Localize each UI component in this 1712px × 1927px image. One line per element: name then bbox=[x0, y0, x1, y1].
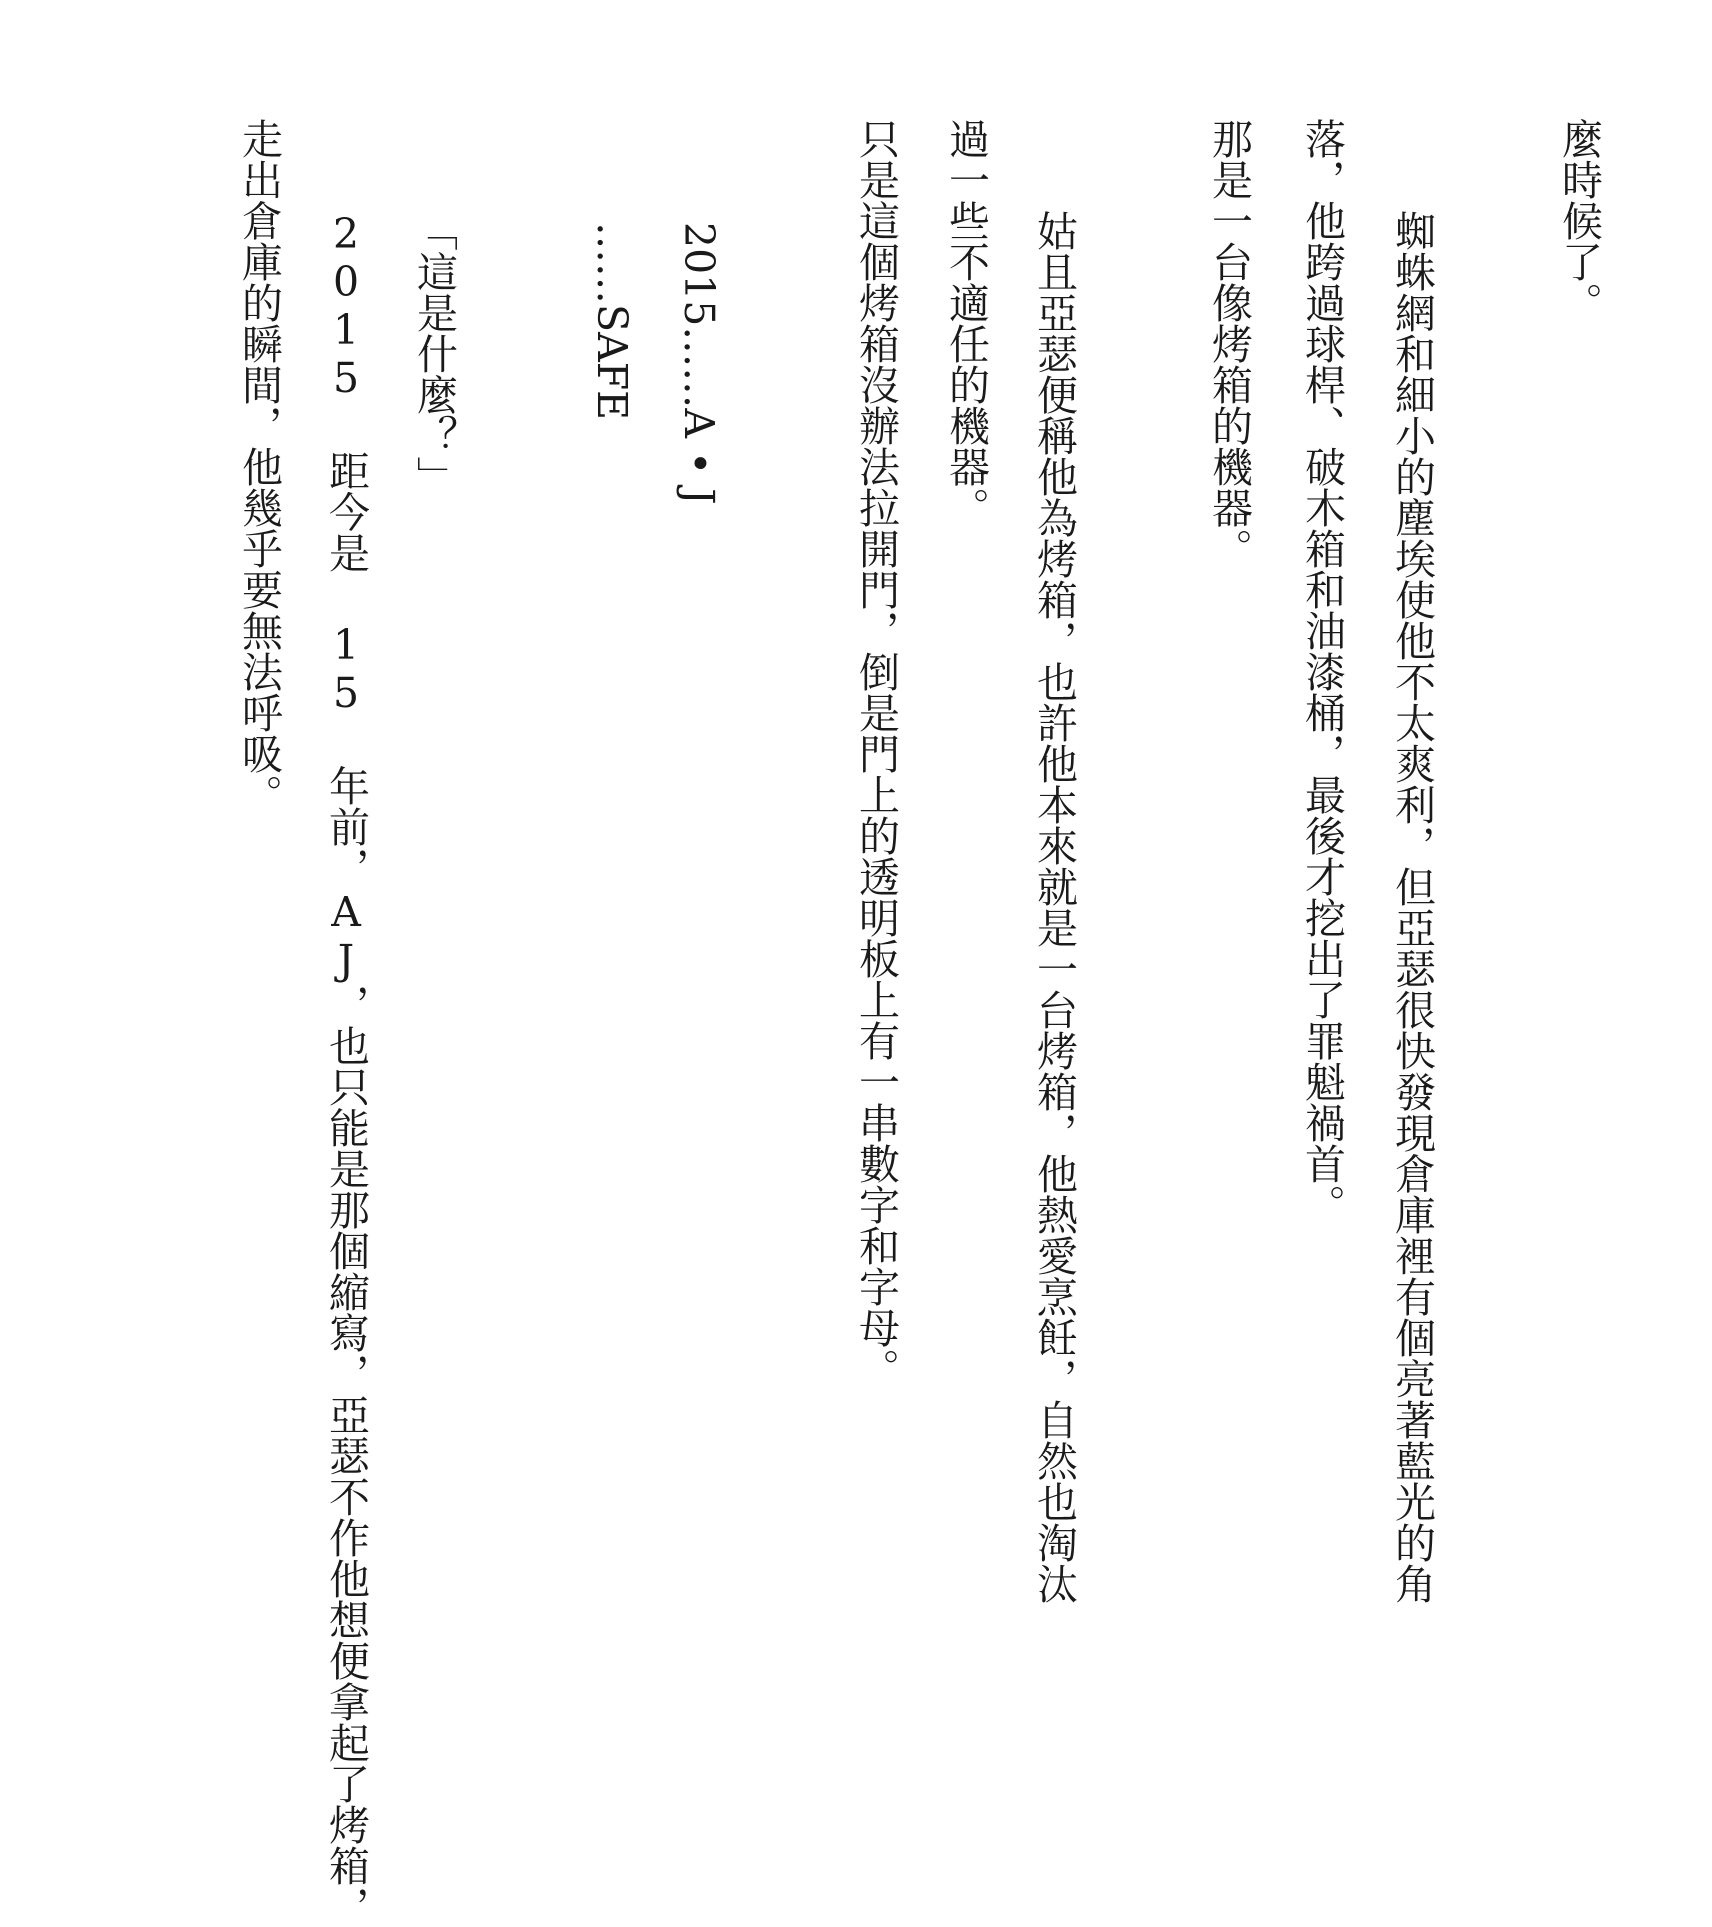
text-column-8: 2015……A • J bbox=[675, 222, 723, 505]
text-column-1: 麼時候了。 bbox=[1555, 118, 1603, 323]
text-column-5: 姑且亞瑟便稱他為烤箱，也許他本來就是一台烤箱，他熱愛烹飪，自然也淘汰 bbox=[1030, 210, 1078, 1604]
text-column-7: 只是這個烤箱沒辦法拉開門，倒是門上的透明板上有一串數字和字母。 bbox=[852, 118, 900, 1389]
text-column-12: 走出倉庫的瞬間，他幾乎要無法呼吸。 bbox=[235, 118, 283, 815]
text-column-2: 蜘蛛網和細小的塵埃使他不太爽利，但亞瑟很快發現倉庫裡有個亮著藍光的角 bbox=[1388, 210, 1436, 1604]
text-column-9: ……SAFE bbox=[588, 222, 636, 421]
text-column-3: 落，他跨過球桿、破木箱和油漆桶，最後才挖出了罪魁禍首。 bbox=[1298, 118, 1346, 1225]
text-column-10: 「這是什麼？」 bbox=[410, 210, 458, 497]
text-column-11: 2015 距今是 15 年前，AJ，也只能是那個縮寫，亞瑟不作他想便拿起了烤箱， bbox=[322, 210, 370, 1927]
text-column-6: 過一些不適任的機器。 bbox=[942, 118, 990, 528]
text-column-4: 那是一台像烤箱的機器。 bbox=[1205, 118, 1253, 569]
